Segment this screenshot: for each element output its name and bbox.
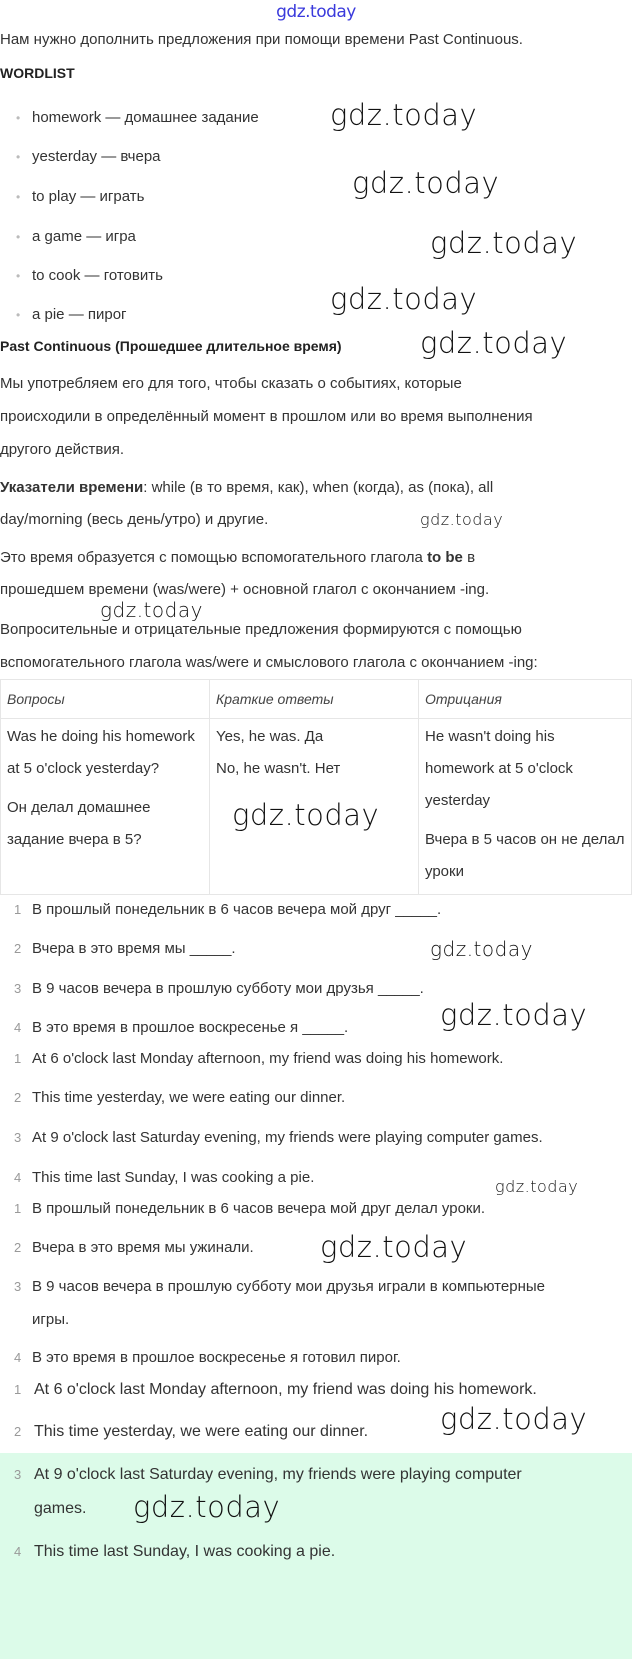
bullet-icon: • [16, 150, 21, 164]
paragraph-line: day/morning (весь день/утро) и другие. [0, 511, 269, 528]
watermark: gdz.today [495, 1177, 579, 1196]
watermark: gdz.today [420, 510, 504, 529]
list-item: This time yesterday, we were eating our dinner. [32, 1089, 346, 1106]
watermark: gdz.today [133, 1490, 281, 1524]
list-item: This time last Sunday, I was cooking a pie. [34, 1543, 336, 1560]
text: в [462, 549, 476, 566]
time-markers [0, 478, 493, 498]
wordlist-heading: WORDLIST [0, 65, 75, 81]
formation-text [0, 548, 475, 568]
table-header: Краткие ответы [210, 680, 419, 719]
grammar-table [0, 679, 632, 895]
watermark: gdz.today [430, 937, 533, 961]
watermark: gdz.today [330, 98, 478, 132]
list-item: At 6 o'clock last Monday afternoon, my friend was doing his homework. [32, 1050, 504, 1067]
item-number: 4 [14, 1170, 22, 1185]
item-number: 1 [14, 902, 22, 917]
item-number: 1 [14, 1051, 22, 1066]
list-item-continued: игры. [32, 1311, 70, 1328]
list-item: В это время в прошлое воскресенье я готовил пирог. [32, 1349, 401, 1366]
cell-text: Was he doing his homework at 5 o'clock yesterday? [7, 728, 195, 777]
table-cell [1, 719, 210, 895]
item-number: 2 [14, 941, 22, 956]
list-item: This time last Sunday, I was cooking a pie. [32, 1169, 315, 1186]
paragraph-line: Мы употребляем его для того, чтобы сказать о событиях, которые [0, 375, 462, 392]
bold-term: to be [427, 549, 463, 566]
watermark: gdz.today [352, 166, 500, 200]
watermark: gdz.today [320, 1230, 468, 1264]
bullet-icon: • [16, 111, 21, 125]
item-number: 3 [14, 1130, 22, 1145]
list-item-continued: games. [34, 1500, 87, 1517]
item-number: 1 [14, 1201, 22, 1216]
list-item: This time yesterday, we were eating our dinner. [34, 1423, 369, 1440]
list-item: to cook — готовить [32, 267, 163, 284]
item-number: 4 [14, 1544, 22, 1559]
bullet-icon: • [16, 269, 21, 283]
cell-text: Он делал домашнее задание вчера в 5? [7, 799, 151, 848]
list-item: Вчера в это время мы _____. [32, 940, 236, 957]
list-item: В прошлый понедельник в 6 часов вечера мой друг делал уроки. [32, 1200, 486, 1217]
watermark: gdz.today [100, 598, 203, 622]
watermark: gdz.today [420, 326, 568, 360]
item-number: 4 [14, 1350, 22, 1365]
list-item: yesterday — вчера [32, 148, 161, 165]
paragraph-line: другого действия. [0, 441, 125, 458]
table-cell [419, 719, 632, 895]
item-number: 2 [14, 1424, 22, 1439]
cell-text: Вчера в 5 часов он не делал уроки [425, 831, 625, 880]
item-number: 4 [14, 1020, 22, 1035]
list-item: В 9 часов вечера в прошлую субботу мои друзья _____. [32, 980, 424, 997]
list-item: At 6 o'clock last Monday afternoon, my friend was doing his homework. [34, 1381, 537, 1398]
markers-text: : while (в то время, как), when (когда), as (пока), all [143, 479, 494, 496]
list-item: В 9 часов вечера в прошлую субботу мои друзья играли в компьютерные [32, 1278, 545, 1295]
watermark: gdz.today [440, 998, 588, 1032]
text: Это время образуется с помощью вспомогательного глагола [0, 549, 428, 566]
paragraph-line: Вопросительные и отрицательные предложения формируются с помощью [0, 621, 522, 638]
cell-text: He wasn't doing his homework at 5 o'clock yesterday [425, 728, 573, 809]
list-item: At 9 o'clock last Saturday evening, my friends were playing computer games. [32, 1129, 543, 1146]
item-number: 3 [14, 981, 22, 996]
cell-text: Yes, he was. Да [216, 728, 324, 745]
list-item: a game — игра [32, 228, 136, 245]
list-item: В это время в прошлое воскресенье я _____. [32, 1019, 349, 1036]
item-number: 3 [14, 1467, 22, 1482]
list-item: homework — домашнее задание [32, 109, 259, 126]
bullet-icon: • [16, 308, 21, 322]
list-item: to play — играть [32, 188, 145, 205]
section-heading: Past Continuous (Прошедшее длительное время) [0, 338, 342, 354]
site-logo[interactable]: gdz.today [276, 2, 356, 22]
markers-label: Указатели времени [0, 479, 144, 496]
list-item: В прошлый понедельник в 6 часов вечера мой друг _____. [32, 901, 442, 918]
paragraph-line: вспомогательного глагола was/were и смыслового глагола с окончанием -ing: [0, 654, 538, 671]
table-header: Вопросы [1, 680, 210, 719]
bullet-icon: • [16, 190, 21, 204]
paragraph-line: происходили в определённый момент в прошлом или во время выполнения [0, 408, 533, 425]
item-number: 1 [14, 1382, 22, 1397]
table-header: Отрицания [419, 680, 632, 719]
intro-text: Нам нужно дополнить предложения при помощи времени Past Continuous. [0, 31, 523, 48]
cell-text: No, he wasn't. Нет [216, 760, 341, 777]
item-number: 2 [14, 1240, 22, 1255]
item-number: 2 [14, 1090, 22, 1105]
list-item: a pie — пирог [32, 306, 127, 323]
paragraph-line: прошедшем времени (was/were) + основной глагол с окончанием -ing. [0, 581, 490, 598]
watermark: gdz.today [430, 226, 578, 260]
watermark: gdz.today [330, 282, 478, 316]
watermark: gdz.today [440, 1402, 588, 1436]
item-number: 3 [14, 1279, 22, 1294]
list-item: At 9 o'clock last Saturday evening, my friends were playing computer [34, 1466, 522, 1483]
watermark: gdz.today [232, 798, 380, 832]
list-item: Вчера в это время мы ужинали. [32, 1239, 254, 1256]
bullet-icon: • [16, 230, 21, 244]
